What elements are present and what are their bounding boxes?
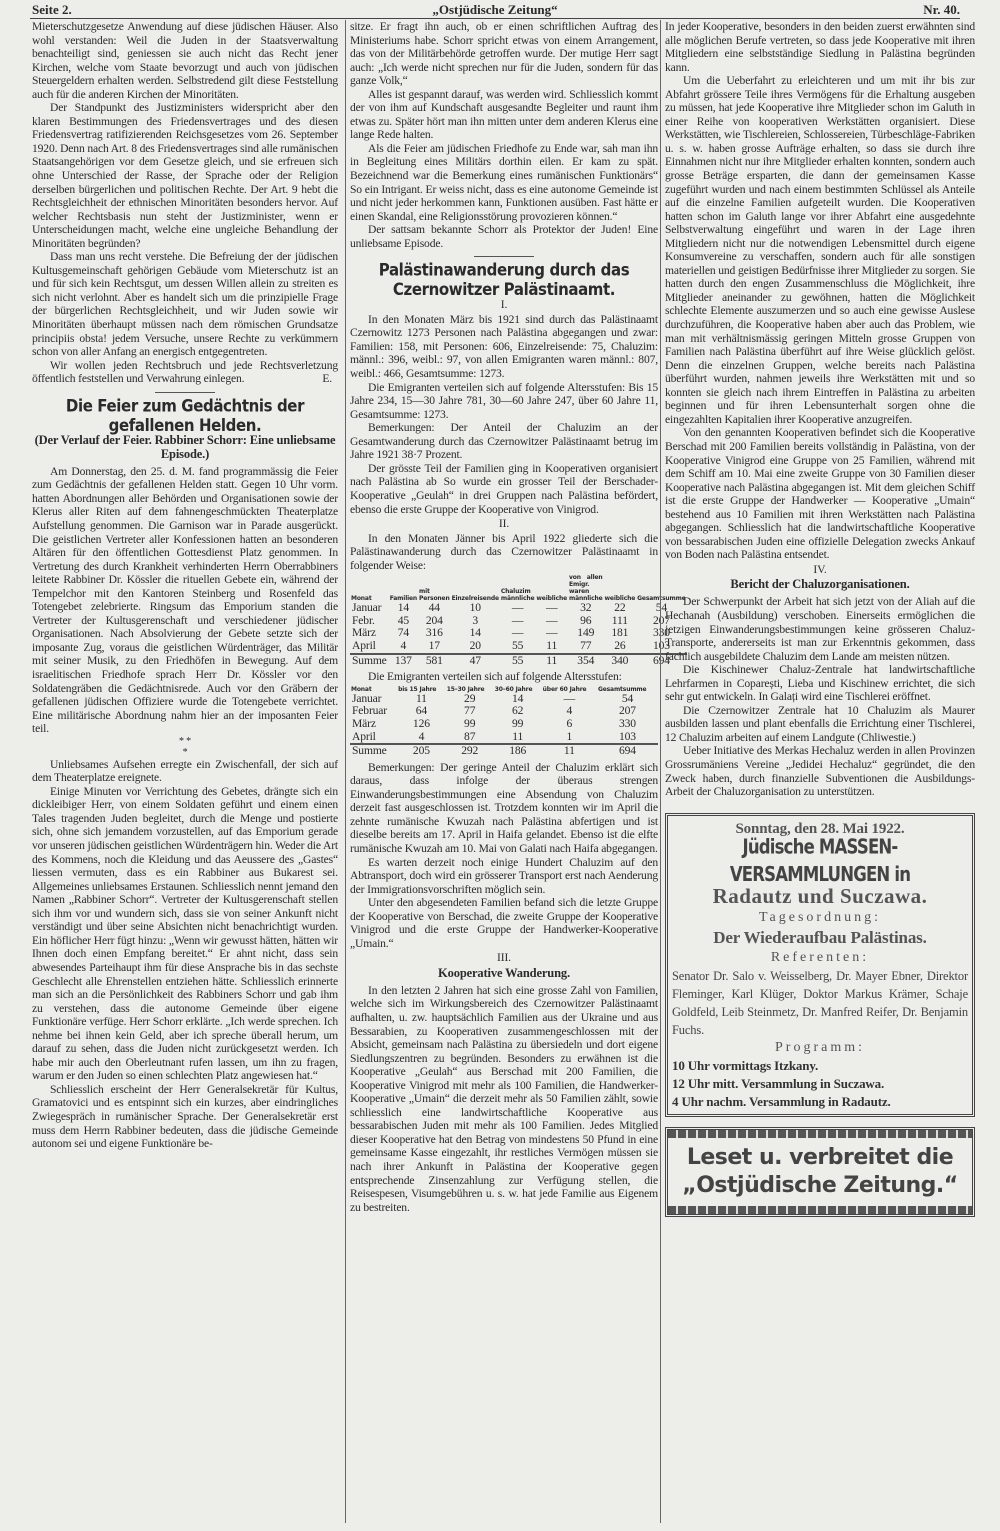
article-paragraph: Als die Feier am jüdischen Friedhofe zu Ende war, sah man ihn in Begleitung eines Militärs dorthin eilen. Er kam zu spät. Bezeichnend war die Bemerkung eines rumänischen Funktionärs“ So ein Intrigant. Er weiss nicht, dass es eine autonome Gemeinde ist und nicht jeder herkommen kann, Funktionen ausüben. Fast hätte er einen Skandal, eine Religionsstörung provozieren können.“: [350, 141, 658, 223]
table-cell: —: [511, 601, 524, 615]
meeting-advertisement: [665, 813, 975, 1117]
article-paragraph: Wir wollen jeden Rechtsbruch und jede Rechtsverletzung öffentlich feststellen und Verwahrung einlegen.: [32, 358, 338, 386]
table-cell: 14: [397, 601, 410, 615]
table-cell: März: [352, 626, 376, 640]
section-number: III.: [497, 951, 511, 965]
table-cell: 99: [464, 716, 476, 730]
article-headline: Die Feier zum Gedächtnis der gefallenen Helden.: [65, 395, 305, 436]
table-cell: 581: [418, 654, 451, 668]
article-paragraph: In den Monaten Jänner bis April 1922 gliederte sich die Palästinawanderung durch das Czernowitzer Palästinaamt in folgender Weise:: [350, 531, 658, 572]
article-paragraph: Die Emigranten verteilen sich auf folgende Altersstufen:: [368, 670, 622, 684]
table-cell: 292: [446, 744, 494, 758]
article-paragraph: sitze. Er fragt ihn auch, ob er einen schriftlichen Auftrag des Ministeriums habe. Schorr spricht etwas von einem Arrangement, das von der Militärbehörde getroffen wurde. Der mutige Herr sagt auch: „Ich werde nicht sprechen nur für die Juden, sondern für das ganze Volk,“: [350, 20, 658, 88]
section-number: I.: [500, 298, 508, 312]
table-cell: —: [545, 601, 558, 615]
column-middle: [345, 20, 686, 1523]
table-cell: 6: [566, 716, 573, 730]
table-cell: 62: [512, 704, 524, 718]
table-cell: 126: [412, 716, 430, 730]
table-cell: 77: [580, 639, 592, 653]
table-cell: 103: [652, 639, 670, 653]
table-row: [350, 602, 687, 615]
article-paragraph: Bemerkungen: Der geringe Anteil der Chaluzim erklärt sich daraus, dass infolge der überaus strengen Einwanderungsbestimmungen eine Absendung von Chaluzim derzeit fast ausgeschlossen ist. Trotzdem konnten wir im April die zehnte rumänische Kwuzah nach Palästina abfertigen und ist dieselbe bereits am 17. April in Haifa gelandet. Ebenso ist die elfte rumänische Kwuzah am 10. Mai von Galati nach Haifa abgegangen.: [350, 760, 658, 855]
column-header: Monat: [351, 685, 372, 693]
table-cell: 74: [397, 626, 410, 640]
section-number: IV.: [813, 562, 827, 576]
table-cell: 204: [425, 613, 443, 627]
page-header: [30, 2, 960, 19]
table-cell: 77: [464, 704, 476, 718]
article-paragraph: In den Monaten März bis 1921 sind durch das Palästinaamt Czernowitz 1273 Personen nach Palästina abgegangen und zwar: Familien: 158, mit Personen: 606, Einzelreisende: 75, Chaluzim: männl.: 396, weibl.: 97, von allen Emigranten waren männl.: 807, weibl.: 466, Gesamtsumme: 1273.: [350, 312, 658, 381]
table-cell: 340: [604, 654, 637, 668]
table-cell: 694: [636, 654, 687, 668]
promo-line-1: Leset u. verbreitet die: [686, 1144, 954, 1170]
ad-program-item: 4 Uhr nachm. Versammlung in Radautz.: [672, 1093, 891, 1109]
table-cell: 54: [621, 691, 634, 705]
article-subheadline: Kooperative Wanderung.: [438, 965, 570, 980]
promo-line-2: „Ostjüdische Zeitung.“: [682, 1172, 958, 1198]
statistics-table: [350, 574, 687, 667]
article-paragraph: Der sattsam bekannte Schorr als Protektor der Juden! Eine unliebsame Episode.: [350, 223, 658, 250]
column-header: weibliche: [536, 595, 568, 603]
table-cell: Januar: [352, 601, 382, 615]
table-cell: —: [511, 613, 524, 627]
table-cell: 55: [512, 639, 524, 653]
article-paragraph: Der Standpunkt des Justizministers widerspricht aber den klaren Bestimmungen des Friedensvertrages und des diesen Friedensvertrag ratifizierenden Reichsgesetzes vom 26. September 1920. Denn nach Art. 8 des Friedensvertrages sind alle rumänischen Staatsangehörigen vor dem Gesetze gleich, und sie erfreuen sich ohne Unterschied der Rasse, der Sprache oder der Religion derselben bürgerlichen und politischen Rechte. Der Art. 9 hebt die Rechtsgleichheit der ethnischen Minoritäten besonders hervor. Auf welcher Rechtsbasis nun steht der Justizminister, wenn er Unterscheidungen macht, welche eine ungleiche Behandlung der Minoritäten begründen?: [32, 101, 338, 250]
statistics-table: [350, 686, 658, 758]
table-cell: 64: [415, 704, 428, 718]
author-signature: E.: [322, 372, 332, 386]
table-cell: 11: [415, 691, 427, 705]
ad-program-label: Programm:: [775, 1039, 865, 1055]
table-cell: 4: [418, 729, 425, 743]
column-header: weibliche: [604, 595, 636, 603]
column-header: Monat: [351, 595, 372, 603]
table-cell: 44: [428, 601, 440, 615]
table-cell: 3: [472, 613, 479, 627]
table-row: [350, 705, 658, 718]
table-cell: 149: [577, 626, 595, 640]
ad-speakers-label: Referenten:: [770, 949, 870, 965]
article-paragraph: Dass man uns recht verstehe. Die Befreiung der der jüdischen Kultusgemeinschaft gehörigen Gebäude vom Mieterschutz ist an und für sich kein Rechtsgut, um dessen Willen allein zu streiten es sich nicht verlohnt. Aber es handelt sich um die prinzipielle Frage der bürgerlichen Rechtsgleichheit, und wir Juden sowie wir Minoritäten überhaupt müssen nach dem römischen Grundsatze principiis obsta! jedem Versuche, unsere Rechte zu verkümmern schon von aller Anfang an energisch entgegentreten.: [32, 250, 338, 359]
article-paragraph: Mieterschutzgesetze Anwendung auf diese jüdischen Häuser. Also wohl verstanden: Weil die Juden in der Staatsverwaltung benachteiligt sind, geniessen sie auch nicht das Recht jener Kirchen, welche vom Staate bevorzugt und auch von jüdischen Steuergeldern erhalten werden. Selbstredend gilt diese Feststellung auch für die anderen Kirchen der Minoritäten.: [32, 20, 338, 101]
table-cell: 11: [546, 639, 558, 653]
table-cell: 29: [464, 691, 476, 705]
promo-advertisement: [665, 1127, 975, 1217]
column-header: Familien: [389, 595, 418, 603]
column-header: Einzelreisende: [451, 595, 499, 603]
section-number: II.: [498, 517, 510, 531]
column-header: 30–60 Jahre: [494, 685, 533, 693]
table-cell: 96: [580, 613, 592, 627]
article-paragraph: Ueber Initiative des Merkas Hechaluz werden in allen Provinzen Grossrumäniens Vereine „Jedidei Hechaluz“ gegründet, die den Zweck haben, durch finanzielle Subventionen die Ausbildungs-Arbeit der Chaluzorganisation zu unterstützen.: [665, 744, 975, 799]
table-cell: Januar: [352, 691, 382, 705]
table-cell: Febr.: [352, 613, 375, 627]
column-header: Chaluzim männliche: [500, 588, 535, 603]
table-cell: 32: [580, 601, 592, 615]
article-subheadline: Bericht der Chaluzorganisationen.: [730, 577, 910, 592]
table-cell: Summe: [352, 653, 387, 667]
newspaper-title: „Ostjüdische Zeitung“: [432, 2, 558, 17]
article-paragraph: Der Schwerpunkt der Arbeit hat sich jetzt von der Aliah auf die Hechanah (Ausbildung) verschoben. Einerseits ermöglichen die jetzigen Einwanderungsbestimmungen keine grösseren Chaluz-Transporte, andererseits ist man zur Erkenntnis gekommen, dass fachlich ausgebildete Chaluzim dem Lande am meisten nützen.: [665, 595, 975, 663]
table-cell: 186: [494, 744, 542, 758]
column-header: 15–30 Jahre: [446, 685, 485, 693]
table-cell: 354: [568, 654, 604, 668]
article-paragraph: Von den genannten Kooperativen befindet sich die Kooperative Berschad mit 200 Familien bereits vollständig in Palästina, von der Kooperative Vinigrod eine Gruppe von 25 Familien, während mit dem Schiff am 10. Mai eine zweite Gruppe von 30 Familien dieser Kooperative nach Palästina abgegangen ist. Mit dem gleichen Schiff ist die erste Gruppe der Handwerker — Kooperative „Umain“ bestehend aus 10 Familien mit ihren Werkstätten nach Palästina abgegangen. Schliesslich hat die landwirtschaftliche Kooperative von bessarabischen Juden eine offizielle Delegation zwecks Ankauf von Boden nach Palästina entsendet.: [665, 426, 975, 562]
article-headline: Palästinawanderung durch das Czernowitzer Palästinaamt.: [378, 259, 630, 300]
table-cell: 17: [428, 639, 440, 653]
table-cell: 10: [469, 601, 481, 615]
page-number: Seite 2.: [32, 2, 72, 17]
article-paragraph: Der grösste Teil der Familien ging in Kooperativen organisiert nach Palästina ab So wurde ein grosser Teil der Berschader-Kooperative „Geulah“ in drei Gruppen nach Palästina befördert, ebenso die erste Gruppe der Kooperative von Vinigrod.: [350, 461, 658, 516]
table-row: [350, 731, 658, 745]
article-paragraph: Unter den abgesendeten Familien befand sich die letzte Gruppe der Kooperative von Berschad, die zweite Gruppe der Kooperative Vinigrod und die erste Gruppe der Handwerker-Kooperative „Umain.“: [350, 896, 658, 950]
table-cell: 207: [652, 613, 670, 627]
ad-agenda-label: Tagesordnung:: [758, 909, 881, 925]
table-cell: April: [352, 639, 376, 653]
table-cell: 14: [512, 691, 524, 705]
column-right: [660, 20, 975, 1523]
article-paragraph: Schliesslich erscheint der Herr Generalsekretär für Kultus, Gramatovici und es entspinnt sich ein kurzes, aber eindringliches Zwiegespräch in rumänischer Sprache. Der Generalsekretär erst muss dem Herrn Rabbiner bedeuten, dass die jüdische Gemeinde autonom sei und eigene Funktionäre be-: [32, 1082, 338, 1151]
column-header: von allen Emigr. waren männliche: [569, 574, 603, 603]
article-subheadline: (Der Verlauf der Feier. Rabbiner Schorr: Eine unliebsame Episode.): [34, 432, 336, 461]
table-cell: —: [545, 626, 558, 640]
table-cell: 45: [397, 613, 410, 627]
article-paragraph: Um die Ueberfahrt zu erleichteren und um mit ihr bis zur Abfahrt grössere Teile ihres Vermögens für die Erhaltung ausgeben zu müssen, hat jede Kooperative ihre Mitglieder schon im Galuth in einer Reihe von kooperativen Werkstätten organisiert. Diese Werkstätten, wie Tischlereien, Schlossereien, Türbeschläge-Fabriken u. s. w. haben grosse Aufträge erhalten, so dass sie durch ihre Einnahmen nicht nur ihre Mitglieder erhalten konnten, sondern auch grosse Beträge ersparten, die dann der gemeinsamen Kasse zugeführt wurden und nach einem bestimmten Schlüssel als Anteile auf die einzelne Familien aufgeteilt wurden. Die Kooperativen hatten schon im Galuth lange vor ihrer Abfahrt eine ausgedehnte Selbstverwaltung eingeführt und waren in der Lage ihren Mitgliedern nicht nur die notwendigen Lebensmittel durch eigene Konsumvereine zu verschaffen, sondern auch für alle sonstigen materiellen und geistigen Bedürfnisse ihrer Mitglieder zu sorgen. Sie hatten durch den engen Zusammenschluss die Möglichkeit, ihre Mitglieder aneinander zu gewöhnen, hatten die Möglichkeit schlechte Elemente auszumerzen und so auch eine gewisse Auslese durchzuführen, die Kooperative haben aber auch das Problem, wie man mit verhältnismässig geringen Mitteln grosse Gruppen von Familien nach Palästina überführt auf ihre Weise glücklich gelöst. Denn die einzelnen Gruppen, welche bereits nach Palästina überführt wurden, nahmen jeweils ihre Werkstätten mit und so konnten sie gleich nach ihrem Eintreffen in Palästina zu arbeiten beginnen und für ihren Lebensunterhalt sorgen ohne die eingezahlten Kapitalien ihrer Kooperative anzugreifen.: [665, 74, 975, 426]
ad-places: Radautz und Suczawa.: [712, 883, 928, 908]
table-cell: 87: [464, 729, 476, 743]
table-cell: 1: [566, 729, 573, 743]
article-paragraph: Bemerkungen: Der Anteil der Chaluzim an der Gesamtwanderung durch das Czernowitzer Palästinaamt betrug im Jahre 1921 38·7 Prozent.: [350, 421, 658, 462]
ad-agenda: Der Wiederaufbau Palästinas.: [713, 927, 927, 947]
ad-program-item: 10 Uhr vormittags Itzkany.: [672, 1057, 819, 1073]
column-left: [32, 20, 338, 1523]
ad-speakers: Senator Dr. Salo v. Weisselberg, Dr. Mayer Ebner, Direktor Fleminger, Karl Klüger, Doktor Markus Krämer, Schaje Goldfeld, Leib Steinmetz, Dr. Manfred Reifer, Dr. Benjamin Fuchs.: [672, 968, 968, 1037]
table-cell: 11: [512, 729, 524, 743]
table-row: [350, 718, 658, 731]
article-paragraph: In den letzten 2 Jahren hat sich eine grosse Zahl von Familien, welche sich im Wirkungsbereich des Czernowitzer Palästinaamt aufhalten, u. zw. hauptsächlich Familien aus der Ukraine und aus Bessarabien, zu Kooperativen zusammengeschlossen mit der Absicht, gemeinsam nach Palästina zu übersiedeln und dort eigene Siedlungszentren zu begründen. Besonders zu erwähnen ist die Kooperative „Geulah“ aus Berschad mit 200 Familien, die Kooperative Vinigrod mit mehr als 100 Familien, die Handwerker-Kooperative „Umain“ die derzeit mehr als 50 Familien zählt, sowie schliesslich eine landwirtschaftliche Kooperative aus bessarabischen Juden mit mehr als 100 Familien. Jedes Mitglied dieser Kooperative hat den Betrag von mindestens 50 Pfund in eine gemeinsame Kasse eingezahlt, ihr restliches Vermögen müssen sie nach ihrer Ankunft in Palästina der Kooperative gegen entsprechende Zinsenzahlung zur Verfügung stellen, die Reisespesen, Visumgebühren u. s. w. hat jede Familie aus Eigenem zu bestreiten.: [350, 983, 658, 1214]
ad-title: Jüdische MASSEN-VERSAMMLUNGEN in: [729, 834, 911, 886]
table-cell: 54: [655, 601, 668, 615]
table-cell: 22: [614, 601, 626, 615]
table-cell: 14: [469, 626, 481, 640]
table-cell: 11: [542, 744, 597, 758]
table-cell: 316: [425, 626, 443, 640]
column-header: mit Personen: [419, 588, 450, 603]
table-cell: 99: [512, 716, 524, 730]
table-cell: 694: [597, 744, 658, 758]
article-paragraph: Die Czernowitzer Zentrale hat 10 Chaluzim als Maurer ausbilden lassen und plant ebenfalls die Errichtung einer Tischlerei, 12 Chaluzim arbeiten auf einem Landgute (Chliwestie.): [665, 703, 975, 744]
article-paragraph: Die Emigranten verteilen sich auf folgende Altersstufen: Bis 15 Jahre 234, 15—30 Jahre 781, 30—60 Jahre 247, über 60 Jahre 11, Gesamtsumme: 1273.: [350, 380, 658, 421]
issue-number: Nr. 40.: [923, 2, 960, 17]
table-cell: 137: [389, 654, 418, 668]
table-cell: 205: [397, 744, 446, 758]
table-cell: 11: [535, 654, 568, 668]
table-row: [350, 640, 687, 654]
ad-date: Sonntag, den 28. Mai 1922.: [735, 820, 905, 837]
table-cell: 20: [469, 639, 481, 653]
table-cell: 111: [611, 613, 628, 627]
table-cell: 4: [566, 704, 573, 718]
table-header-row: [350, 574, 687, 602]
table-cell: 26: [614, 639, 626, 653]
table-cell: 330: [652, 626, 670, 640]
article-paragraph: Am Donnerstag, den 25. d. M. fand programmässig die Feier zum Gedächtnis der gefallenen Helden statt. Gegen 10 Uhr vorm. hatten Abordnungen aller Behörden und Organisationen sowie der Klerus aller Riten auf dem fahnengeschmückten Theaterplatze Aufstellung genommen. Die Garnison war in Parade ausgerückt. Die geistlichen Vertreter aller Konfessionen hatten an besonderen Altären für den öffentlichen Gottesdienst Platz genommen. In Vertretung des durch Krankheit verhinderten Herrn Oberrabbiners leitete Rabbiner Dr. Kössler die rituellen Gebete ein, während der Tempelchor mit den Kantoren Steinberg und Rosenfeld das Totengebet zelebrierte. Ringsum das Emporium standen die Vertreter der Kultusgerenschaft und verschiedener jüdischer Organisationen. Nach Absolvierung der Gebete setzte sich der imposante Zug, voraus die geistlichen Würdenträger, das Militär mit seiner Musik, zu den Friedhöfen in Bewegung. Auf dem israelitischen Friedhofe sprach Herr Dr. Kössler vor den Soldatengräben die Gedächtnisrede. Auch vor den Gräbern der gefallenen jüdischen Offiziere wurde die Totengebete verrichtet. Eine militärische Abordnung nahm hier an der imposanten Feier teil.: [32, 464, 338, 736]
table-cell: Februar: [352, 704, 388, 718]
table-cell: April: [352, 729, 376, 743]
table-cell: 55: [500, 654, 536, 668]
article-paragraph: Einige Minuten vor Verrichtung des Gebetes, drängte sich ein dickleibiger Herr, von einem Soldaten geführt und einem einen Tales tragenden Juden begleitet, durch die Menge und postierte sich, ohne sich jemandem vorzustellen, auf das Emporium gerade vor unseren jüdischen geistlichen Würdenträgern hin. Weder die Art des Kommens, noch die Kleidung und das Aeussere des „Gastes“ liessen vermuten, dass es ein Rabbiner aus Bukarest sei. Allgemeines unliebsames Erstaunen. Schliesslich nennt jemand den Namen „Rabbiner Schorr“. Vertreter der Kultusgerenschaft stellen sich ihm vor und wundern sich, dass sie von seiner Ankunft nicht verständigt und über seine Absichten nicht benachrichtigt wurden. Ein höflicher Herr fügt hinzu: „Wenn wir gewusst hätten, hätten wir Ihnen doch einen Empfang bereitet.“ Er ahnt nicht, dass sein abwesendes Parteihaupt ihm für diese Ansprache bis in das sechste Geschlecht alle Ehrenstellen entziehen hätte. Schliesslich erinnerte man sich an die Persönlichkeit des Rabbiners Schorr und gab ihm zu verstehen, dass die autonome Gemeinde über eigene Funktionäre verfüge. Herr Schorr erklärte. „Ich werde sprechen. Ich nehme bei ihnen kein Geld, aber ich spreche überall herum, um darauf zu sehen, dass die Juden nicht zurückgesetzt werden. Ich habe mir auch den Oberleutnant rufen lassen, um ihn zu fragen, warum er den Juden so einen schlechten Platz angewiesen hat.“: [32, 784, 338, 1083]
table-cell: 207: [618, 704, 636, 718]
table-row: [350, 693, 658, 706]
article-paragraph: In jeder Kooperative, besonders in den beiden zuerst erwähnten sind alle möglichen Berufe vertreten, so dass jede Kooperative mit ihren Mitgliedern eine selbstständige Siedlung in Palästina begründen kann.: [665, 20, 975, 74]
table-cell: 330: [618, 716, 636, 730]
asterism: * * *: [178, 735, 192, 758]
table-cell: 47: [451, 654, 500, 668]
article-paragraph: Alles ist gespannt darauf, was werden wird. Schliesslich kommt der von ihm auf Kundschaft ausgesandte Begleiter und raunt ihm etwas zu. Später hört man ihn mitten unter dem anderen Klerus eine lange Rede halten.: [350, 87, 658, 142]
table-cell: 181: [611, 626, 629, 640]
column-header: Gesamtsumme: [637, 595, 686, 603]
table-total-row: [350, 744, 658, 758]
article-paragraph: Unliebsames Aufsehen erregte ein Zwischenfall, der sich auf dem Theaterplatze ereignete.: [32, 757, 338, 785]
table-cell: Summe: [350, 744, 397, 758]
section-divider: [155, 392, 215, 393]
article-paragraph: Es warten derzeit noch einige Hundert Chaluzim auf den Abtransport, doch wird ein grösserer Transport erst nach Aenderung der Immigrationsvorschriften möglich sein.: [350, 855, 658, 896]
table-cell: 103: [618, 729, 636, 743]
section-divider: [474, 256, 534, 257]
table-cell: —: [511, 626, 524, 640]
table-cell: 4: [400, 639, 407, 653]
table-cell: März: [352, 716, 376, 730]
article-paragraph: Die Kischinewer Chaluz-Zentrale hat landwirtschaftliche Lehrfarmen in Coparești, Lieba und Kischinew errichtet, die sich sehr gut entwickeln. In Galați wird eine Tischlerei eröffnet.: [665, 663, 975, 704]
table-header-row: [350, 686, 658, 693]
column-header: Gesamtsumme: [597, 685, 647, 693]
column-header: bis 15 Jahre: [398, 685, 437, 693]
ad-program-item: 12 Uhr mitt. Versammlung in Suczawa.: [672, 1075, 885, 1091]
column-header: über 60 Jahre: [542, 685, 587, 693]
table-cell: —: [563, 691, 576, 705]
table-cell: —: [545, 613, 558, 627]
table-total-row: [350, 654, 687, 668]
